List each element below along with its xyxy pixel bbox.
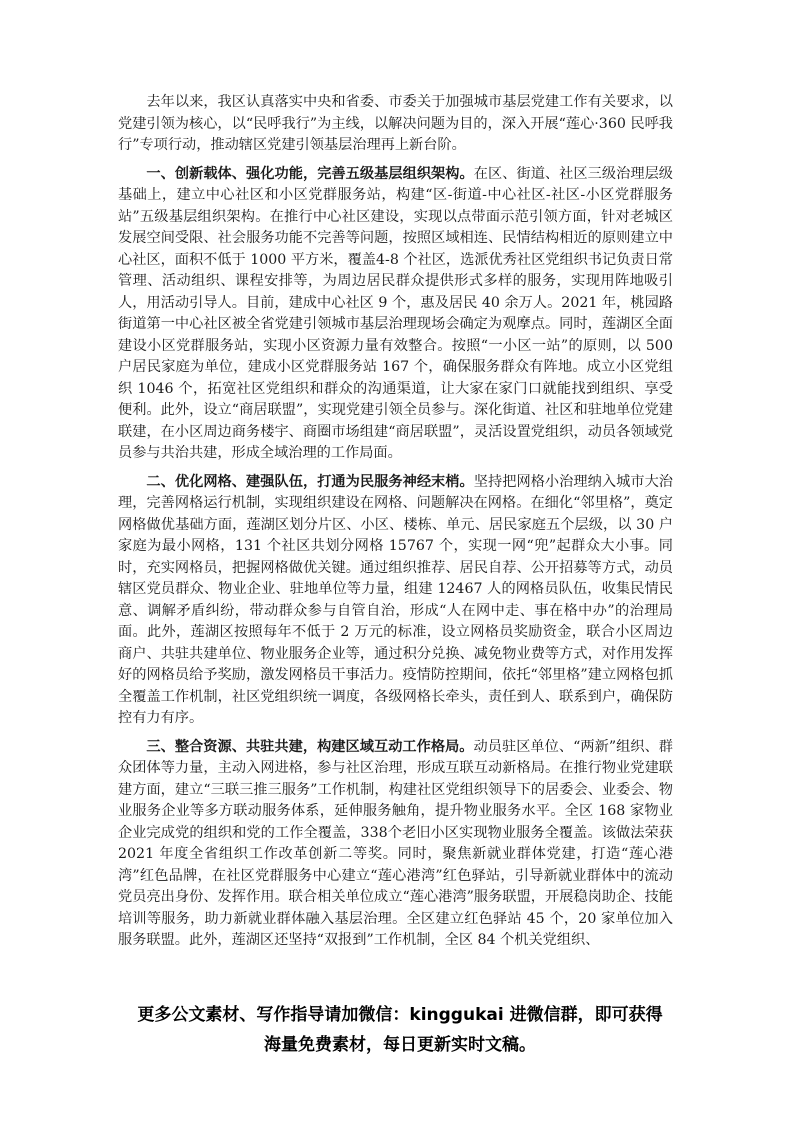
section-paragraph-2 xyxy=(118,472,673,730)
section-paragraph-3 xyxy=(118,737,673,952)
promo-footer-line-2: 海量免费素材，每日更新实时文稿。 xyxy=(264,1035,536,1055)
section-heading-1: 一、创新载体、强化功能，完善五级基层组织架构。 xyxy=(146,165,474,182)
intro-paragraph: 去年以来，我区认真落实中央和省委、市委关于加强城市基层党建工作有关要求，以党建引领为核心，以“民呼我行”为主线，以解决问题为目的，深入开展“莲心·360 民呼我行”专项行动，推动辖区党建引领基层治理再上新台阶。 xyxy=(118,94,673,153)
document-body xyxy=(118,92,673,952)
section-body-1: 在区、街道、社区三级治理层级基础上，建立中心社区和小区党群服务站，构建“区-街道-中心社区-社区-小区党群服务站”五级基层组织架构。在推行中心社区建设，实现以点带面示范引领方面，针对老城区发展空间受限、社会服务功能不完善等问题，按照区域相连、民情结构相近的原则建立中心社区，面积不低于 1000 平方米，覆盖4-8 个社区，选派优秀社区党组织书记负责日常管理、活动组织、课程安排等，为周边居民群众提供形式多样的服务，实现用阵地吸引人，用活动引导人。目前，建成中心社区 9 个，惠及居民 40 余万人。2021 年，桃园路街道第一中心社区被全省党建引领城市基层治理现场会确定为观摩点。同时，莲湖区全面建设小区党群服务站，实现小区资源力量有效整合。按照“一小区一站”的原则，以 500户居民家庭为单位，建成小区党群服务站 167 个，确保服务群众有阵地。成立小区党组织 1046 个，拓宽社区党组织和群众的沟通渠道，让大家在家门口就能找到组织、享受便利。此外，设立“商居联盟”，实现党建引领全员参与。深化街道、社区和驻地单位党建联建，在小区周边商务楼宇、商圈市场组建“商居联盟”，灵活设置党组织，动员各领域党员参与共治共建，形成全域治理的工作局面。 xyxy=(118,165,673,461)
promo-footer xyxy=(100,1000,700,1060)
section-heading-2: 二、优化网格、建强队伍，打通为民服务神经末梢。 xyxy=(146,473,474,490)
section-body-2: 坚持把网格小治理纳入城市大治理，完善网格运行机制，实现组织建设在网格、问题解决在网格。在细化“邻里格”，奠定网格做优基础方面，莲湖区划分片区、小区、楼栋、单元、居民家庭五个层级，以 30 户家庭为最小网格，131 个社区共划分网格 15767 个，实现一网“兜”起群众大小事。同时，充实网格员，把握网格做优关键。通过组织推荐、居民自荐、公开招募等方式，动员辖区党员群众、物业企业、驻地单位等力量，组建 12467 人的网格员队伍，收集民情民意、调解矛盾纠纷，带动群众参与自管自治，形成“人在网中走、事在格中办”的治理局面。此外，莲湖区按照每年不低于 2 万元的标准，设立网格员奖励资金，联合小区周边商户、共驻共建单位、物业服务企业等，通过积分兑换、减免物业费等方式，对作用发挥好的网格员给予奖励，激发网格员干事活力。疫情防控期间，依托“邻里格”建立网格包抓全覆盖工作机制，社区党组织统一调度，各级网格长牵头，责任到人、联系到户，确保防控有力有序。 xyxy=(118,473,673,726)
section-paragraph-1 xyxy=(118,164,673,465)
section-body-3: 动员驻区单位、“两新”组织、群众团体等力量，主动入网进格，参与社区治理，形成互联互动新格局。在推行物业党建联建方面，建立“三联三推三服务”工作机制，构建社区党组织领导下的居委会、业委会、物业服务企业等多方联动服务体系，延伸服务触角，提升物业服务水平。全区 168 家物业企业完成党的组织和党的工作全覆盖，338个老旧小区实现物业服务全覆盖。该做法荣获 2021 年度全省组织工作改革创新二等奖。同时，聚焦新就业群体党建，打造“莲心港湾”红色品牌，在社区党群服务中心建立“莲心港湾”红色驿站，引导新就业群体中的流动党员亮出身份、发挥作用。联合相关单位成立“莲心港湾”服务联盟，开展稳岗助企、技能培训等服务，助力新就业群体融入基层治理。全区建立红色驿站 45 个，20 家单位加入服务联盟。此外，莲湖区还坚持“双报到”工作机制，全区 84 个机关党组织、 xyxy=(118,738,673,948)
section-heading-3: 三、整合资源、共驻共建，构建区域互动工作格局。 xyxy=(146,738,474,755)
promo-footer-line-1: 更多公文素材、写作指导请加微信：kinggukai 进微信群，即可获得 xyxy=(137,1005,663,1025)
